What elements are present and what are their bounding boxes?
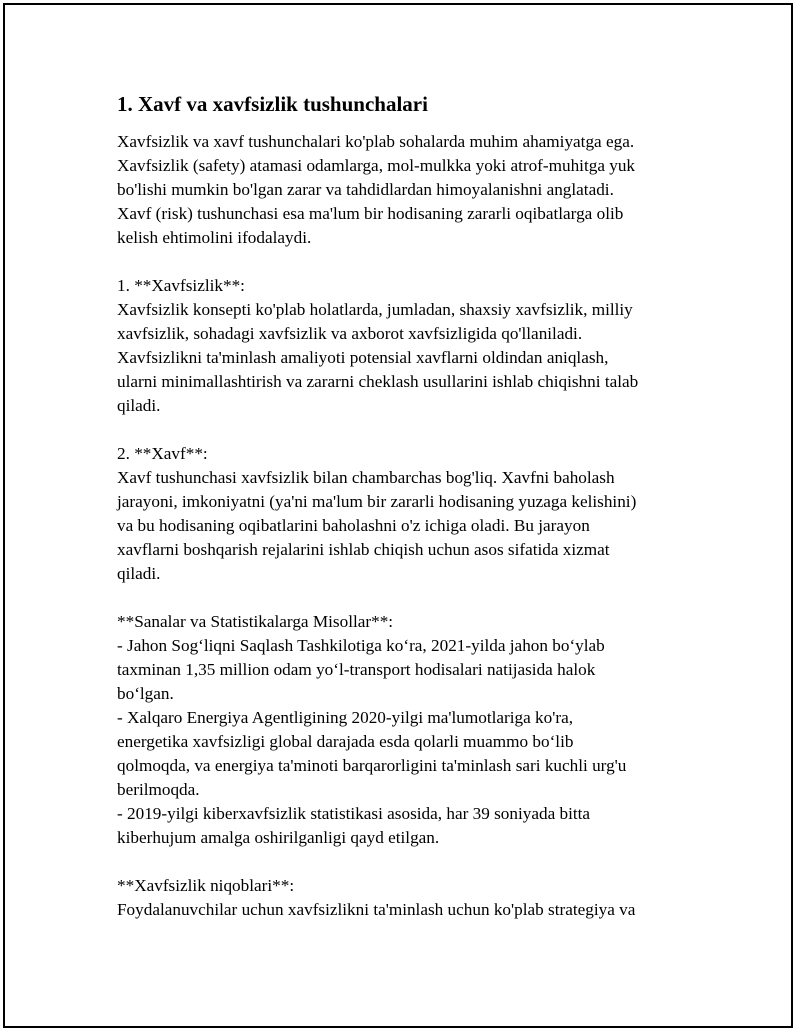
text-line: kiberhujum amalga oshirilganligi qayd etilgan. bbox=[117, 828, 440, 847]
text-line: taxminan 1,35 million odam yo‘l-transport hodisalari natijasida halok bbox=[117, 660, 596, 679]
text-line: Foydalanuvchilar uchun xavfsizlikni ta'minlash uchun ko'plab strategiya va bbox=[117, 900, 636, 919]
text-line: jarayoni, imkoniyatni (ya'ni ma'lum bir zararli hodisaning yuzaga kelishini) bbox=[117, 492, 637, 511]
paragraph bbox=[117, 442, 697, 586]
text-line: 2. **Xavf**: bbox=[117, 444, 208, 463]
text-line: Xavfsizlikni ta'minlash amaliyoti potensial xavflarni oldindan aniqlash, bbox=[117, 348, 609, 367]
text-line: berilmoqda. bbox=[117, 780, 200, 799]
text-line: - 2019-yilgi kiberxavfsizlik statistikasi asosida, har 39 soniyada bitta bbox=[117, 804, 591, 823]
text-line: - Jahon Sog‘liqni Saqlash Tashkilotiga ko‘ra, 2021-yilda jahon bo‘ylab bbox=[117, 636, 605, 655]
text-line: ularni minimallashtirish va zararni cheklash usullarini ishlab chiqishni talab bbox=[117, 372, 639, 391]
text-line: 1. **Xavfsizlik**: bbox=[117, 276, 245, 295]
text-line: Xavfsizlik konsepti ko'plab holatlarda, jumladan, shaxsiy xavfsizlik, milliy bbox=[117, 300, 633, 319]
paragraph-container bbox=[117, 130, 697, 922]
paragraph-gap bbox=[117, 586, 697, 610]
text-line: Xavf (risk) tushunchasi esa ma'lum bir hodisaning zararli oqibatlarga olib bbox=[117, 204, 624, 223]
text-line: xavflarni boshqarish rejalarini ishlab chiqish uchun asos sifatida xizmat bbox=[117, 540, 610, 559]
text-line: kelish ehtimolini ifodalaydi. bbox=[117, 228, 312, 247]
text-line: Xavf tushunchasi xavfsizlik bilan chambarchas bog'liq. Xavfni baholash bbox=[117, 468, 615, 487]
document-body bbox=[117, 90, 697, 922]
text-line: Xavfsizlik (safety) atamasi odamlarga, mol-mulkka yoki atrof-muhitga yuk bbox=[117, 156, 636, 175]
page-title: 1. Xavf va xavfsizlik tushunchalari bbox=[117, 92, 428, 116]
text-line: bo‘lgan. bbox=[117, 684, 174, 703]
paragraph bbox=[117, 610, 697, 850]
text-line: va bu hodisaning oqibatlarini baholashni o'z ichiga oladi. Bu jarayon bbox=[117, 516, 590, 535]
text-line: bo'lishi mumkin bo'lgan zarar va tahdidlardan himoyalanishni anglatadi. bbox=[117, 180, 614, 199]
text-line: qolmoqda, va energiya ta'minoti barqarorligini ta'minlash sari kuchli urg'u bbox=[117, 756, 627, 775]
text-line: qiladi. bbox=[117, 396, 161, 415]
paragraph-gap bbox=[117, 850, 697, 874]
paragraph bbox=[117, 274, 697, 418]
text-line: **Xavfsizlik niqoblari**: bbox=[117, 876, 295, 895]
paragraph-gap bbox=[117, 418, 697, 442]
text-line: xavfsizlik, sohadagi xavfsizlik va axborot xavfsizligida qo'llaniladi. bbox=[117, 324, 583, 343]
text-line: Xavfsizlik va xavf tushunchalari ko'plab sohalarda muhim ahamiyatga ega. bbox=[117, 132, 635, 151]
text-line: qiladi. bbox=[117, 564, 161, 583]
text-line: **Sanalar va Statistikalarga Misollar**: bbox=[117, 612, 394, 631]
paragraph-gap bbox=[117, 250, 697, 274]
text-line: - Xalqaro Energiya Agentligining 2020-yilgi ma'lumotlariga ko'ra, bbox=[117, 708, 573, 727]
text-line: energetika xavfsizligi global darajada esda qolarli muammo bo‘lib bbox=[117, 732, 574, 751]
paragraph bbox=[117, 130, 697, 250]
paragraph bbox=[117, 874, 697, 922]
